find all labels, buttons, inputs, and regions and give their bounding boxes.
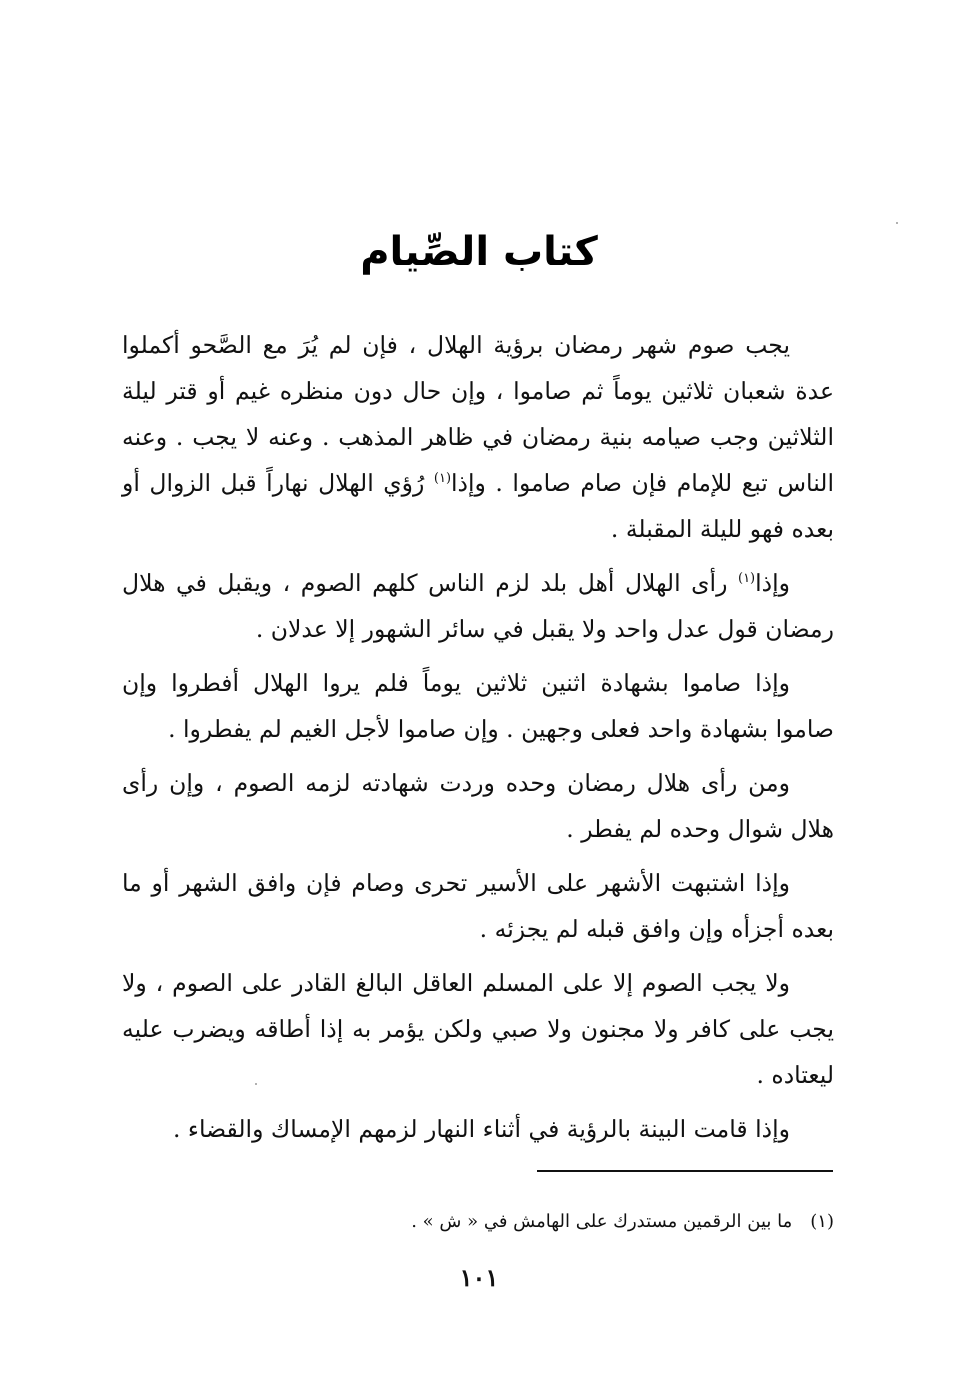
scan-speck (896, 222, 898, 224)
paragraph-2-text-a: وإذا (755, 569, 790, 597)
footnote-number: (١) (810, 1211, 834, 1232)
page-number: ١٠١ (459, 1263, 499, 1292)
paragraph-1-text-b: رُؤي الهلال نهاراً قبل الزوال أو بعده فهو لليلة المقبلة . (122, 469, 834, 543)
footnote-text: ما بين الرقمين مستدرك على الهامش في « ش » . (411, 1211, 793, 1232)
paragraph-4: ومن رأى هلال رمضان وحده وردت شهادته لزمه الصوم ، وإن رأى هلال شوال وحده لم يفطر . (122, 769, 834, 843)
chapter-title: كتاب الصِّيام (360, 229, 598, 275)
footnote (300, 1204, 834, 1240)
paragraph-2-text-b: رأى الهلال أهل بلد لزم الناس كلهم الصوم ، ويقبل في هلال رمضان قول عدل واحد ولا يقبل في سائر الشهور إلا عدلان . (122, 569, 834, 643)
paragraph-1 (122, 322, 834, 552)
footnote-marker: (١) (737, 571, 756, 587)
paragraph-7: وإذا قامت البينة بالرؤية في أثناء النهار لزمهم الإمساك والقضاء . (172, 1115, 790, 1143)
scan-speck (255, 1083, 257, 1085)
paragraph-2 (122, 560, 834, 652)
footnote-marker: (١) (433, 471, 452, 487)
paragraph-3: وإذا صاموا بشهادة اثنين ثلاثين يوماً فلم يروا الهلال أفطروا وإن صاموا بشهادة واحد فعلى وجهين . وإن صاموا لأجل الغيم لم يفطروا . (122, 669, 834, 743)
body-text (122, 322, 834, 1152)
paragraph-1-text-a: يجب صوم شهر رمضان برؤية الهلال ، فإن لم يُرَ مع الصَّحو أكملوا عدة شعبان ثلاثين يوماً ثم صاموا ، وإن حال دون منظره غيم أو قتر ليلة الثلاثين وجب صيامه بنية رمضان في ظاهر المذهب . وعنه لا يجب . وعنه الناس تبع للإمام فإن صام صاموا . وإذا (122, 331, 834, 497)
footnote-divider (537, 1170, 833, 1172)
paragraph-5: وإذا اشتبهت الأشهر على الأسير تحرى وصام فإن وافق الشهر أو ما بعده أجزأه وإن وافق قبله لم يجزئه . (122, 869, 834, 943)
paragraph-6: ولا يجب الصوم إلا على المسلم العاقل البالغ القادر على الصوم ، ولا يجب على كافر ولا مجنون ولا صبي ولكن يؤمر به إذا أطاقه ويضرب عليه ليعتاده . (122, 969, 834, 1089)
